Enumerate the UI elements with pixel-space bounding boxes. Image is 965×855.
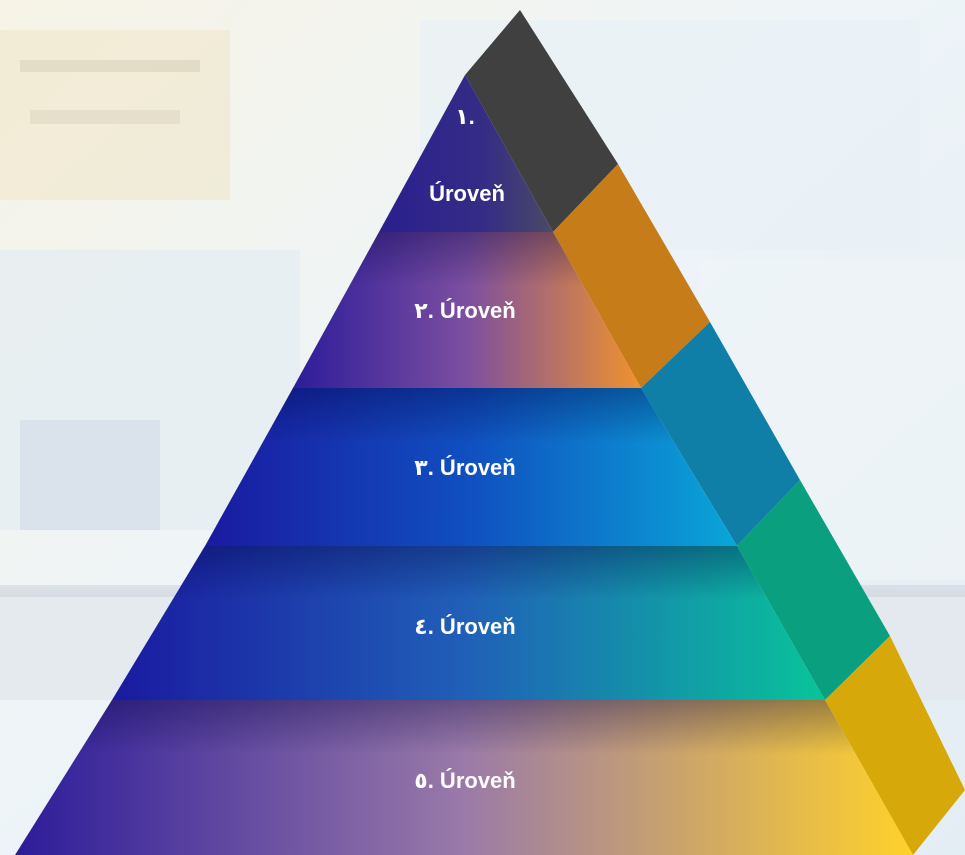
level-3-label: ٣. Úroveň: [414, 455, 516, 480]
level-2-label: ٢. Úroveň: [414, 298, 516, 323]
level-1-label-text: Úroveň: [429, 181, 505, 206]
level-4-label: ٤. Úroveň: [414, 614, 516, 639]
level-1-label-number: ١.: [455, 104, 475, 129]
level-5-label: ٥. Úroveň: [414, 768, 516, 793]
